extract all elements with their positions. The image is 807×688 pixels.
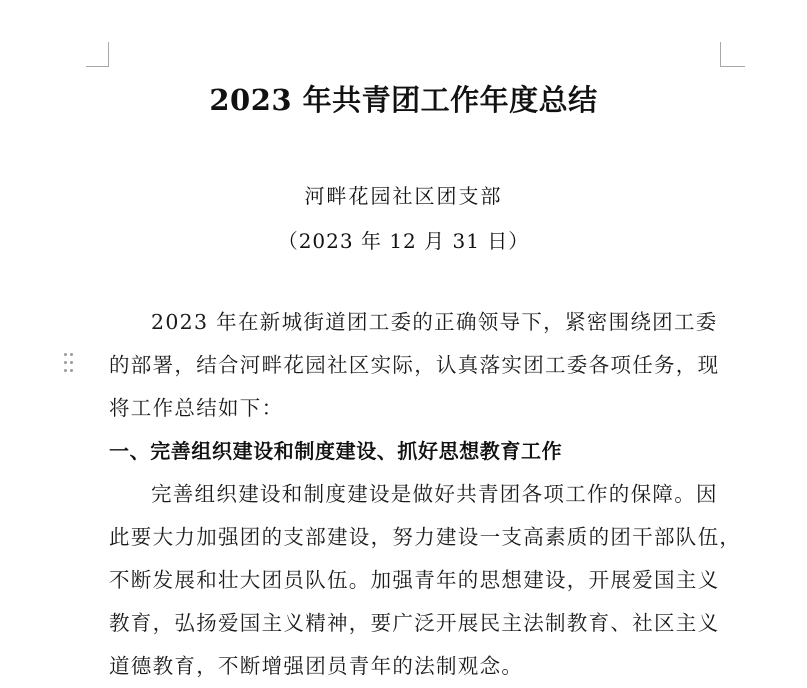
paragraph-line: 道德教育，不断增强团员青年的法制观念。 bbox=[109, 654, 524, 678]
paragraph-line: 2023 年在新城街道团工委的正确领导下，紧密围绕团工委 bbox=[151, 310, 718, 334]
paragraph-line: 完善组织建设和制度建设是做好共青团各项工作的保障。因 bbox=[151, 482, 718, 506]
paragraph-line: 的部署，结合河畔花园社区实际，认真落实团工委各项任务，现 bbox=[109, 353, 720, 377]
section1-paragraph[interactable] bbox=[109, 473, 742, 688]
paragraph-line: 不断发展和壮大团员队伍。加强青年的思想建设，开展爱国主义 bbox=[109, 568, 720, 592]
intro-paragraph[interactable] bbox=[109, 301, 729, 430]
section-heading: 一、完善组织建设和制度建设、抓好思想教育工作 bbox=[109, 439, 563, 463]
margin-corner-top-right bbox=[720, 42, 745, 67]
paragraph-line: 教育，弘扬爱国主义精神，要广泛开展民主法制教育、社区主义 bbox=[109, 611, 720, 635]
document-title: 2023 年共青团工作年度总结 bbox=[209, 83, 598, 117]
margin-corner-top-left bbox=[86, 42, 109, 67]
organization-name: 河畔花园社区团支部 bbox=[304, 184, 503, 208]
paragraph-line: 将工作总结如下： bbox=[109, 396, 284, 420]
document-date: （2023 年 12 月 31 日） bbox=[277, 229, 530, 253]
paragraph-drag-handle-icon[interactable] bbox=[62, 352, 76, 374]
paragraph-line: 此要大力加强团的支部建设，努力建设一支高素质的团干部队伍， bbox=[109, 525, 742, 549]
